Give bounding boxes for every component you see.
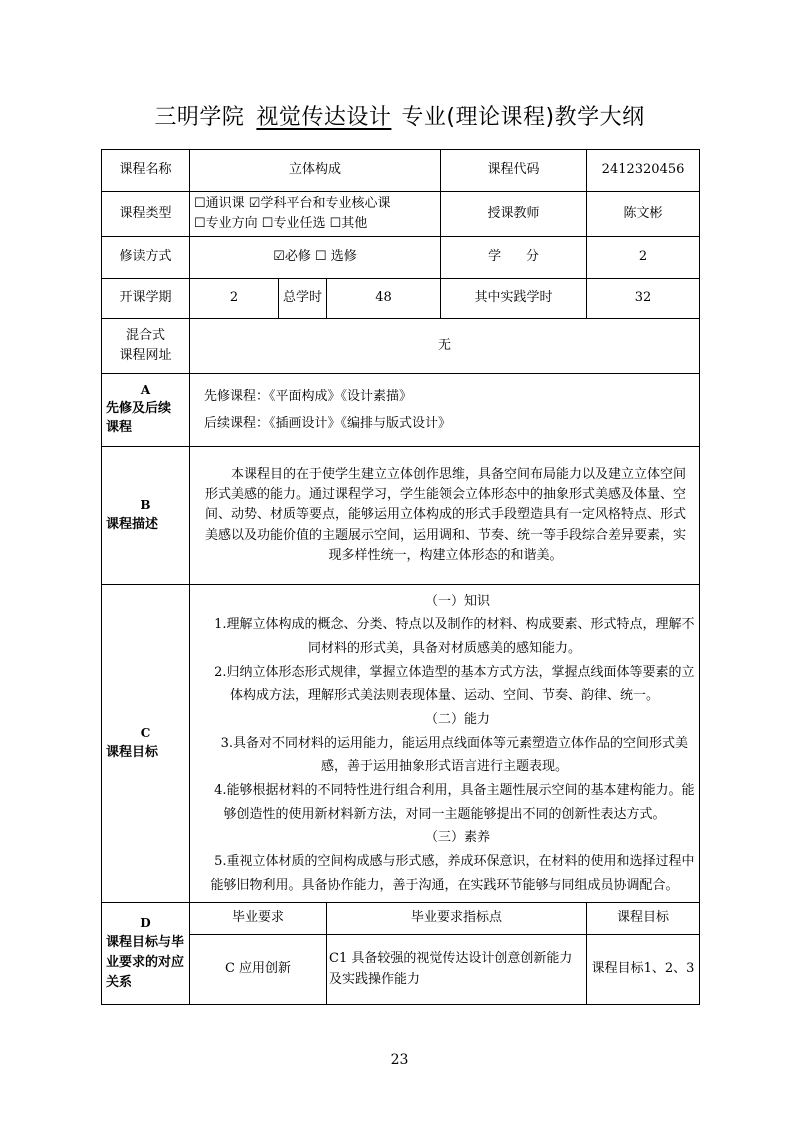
credit-value: 2 — [587, 237, 700, 279]
section-b-label-text: 课程描述 — [106, 516, 159, 532]
requirement-indicator-value: C1 具备较强的视觉传达设计创意创新能力及实践操作能力 — [327, 935, 587, 1005]
course-name-label: 课程名称 — [102, 150, 190, 192]
total-hours-label: 总学时 — [279, 279, 327, 319]
course-type-row — [102, 192, 700, 237]
title-major: 视觉传达设计 — [256, 105, 392, 130]
course-name-value: 立体构成 — [190, 150, 441, 192]
hybrid-label-line-1: 混合式 — [125, 327, 165, 343]
section-a-letter: A — [140, 383, 151, 398]
section-d-letter: D — [140, 915, 151, 930]
document-title — [0, 100, 799, 131]
objective-4: 4.能够根据材料的不同特性进行组合利用，具备主题性展示空间的基本建构能力。能够创造性的使用新材料新方法，对同一主题能够提出不同的创新性表达方式。 — [214, 782, 695, 822]
syllabus-table — [101, 149, 700, 1005]
credit-label: 学 分 — [441, 237, 587, 279]
hybrid-value: 无 — [190, 319, 700, 374]
section-a-label-1: 先修及后续 — [106, 400, 172, 416]
section-a-label — [102, 374, 190, 447]
study-mode-value: ☑必修 ☐ 选修 — [190, 237, 441, 279]
course-objective-value: 课程目标1、2、3 — [587, 935, 700, 1005]
section-b-row — [102, 447, 700, 585]
section-a-content — [190, 374, 700, 447]
teacher-value: 陈文彬 — [587, 192, 700, 237]
course-name-row — [102, 150, 700, 192]
section-d-label-1: 课程目标与毕 — [106, 934, 185, 950]
objective-5: 5.重视立体材质的空间构成感与形式感，养成环保意识，在材料的使用和选择过程中能够旧物利用。具备协作能力，善于沟通，在实践环节能够与同组成员协调配合。 — [210, 853, 695, 893]
section-a-row — [102, 374, 700, 447]
section-b-label — [102, 447, 190, 585]
header-requirement-indicator: 毕业要求指标点 — [327, 903, 587, 935]
page-number: 23 — [390, 1052, 409, 1068]
semester-label: 开课学期 — [102, 279, 190, 319]
course-description — [190, 447, 700, 585]
hybrid-label — [102, 319, 190, 374]
course-type-label: 课程类型 — [102, 192, 190, 237]
semester-value: 2 — [190, 279, 279, 319]
practice-hours-value: 32 — [587, 279, 700, 319]
course-type-options — [190, 192, 441, 237]
objective-heading-knowledge: （一）知识 — [425, 593, 491, 609]
section-a-label-2: 课程 — [106, 419, 133, 435]
practice-hours-label: 其中实践学时 — [441, 279, 587, 319]
header-graduation-requirement: 毕业要求 — [190, 903, 327, 935]
title-suffix: 专业(理论课程)教学大纲 — [401, 105, 645, 130]
total-hours-value: 48 — [327, 279, 441, 319]
objective-3: 3.具备对不同材料的运用能力，能运用点线面体等元素塑造立体作品的空间形式美感，善于运用抽象形式语言进行主题表现。 — [220, 735, 688, 775]
hybrid-label-line-2: 课程网址 — [119, 348, 172, 363]
title-prefix: 三明学院 — [154, 105, 245, 130]
hybrid-row — [102, 319, 700, 374]
semester-row — [102, 279, 700, 319]
course-code-value: 2412320456 — [587, 150, 700, 192]
section-d-label — [102, 903, 190, 1005]
teacher-label: 授课教师 — [441, 192, 587, 237]
header-course-objective: 课程目标 — [587, 903, 700, 935]
objective-heading-ability: （二）能力 — [425, 712, 491, 728]
section-b-letter: B — [140, 497, 151, 512]
graduation-requirement-value: C 应用创新 — [190, 935, 327, 1005]
course-type-line-2: ☐专业方向 ☐专业任选 ☐其他 — [194, 216, 368, 231]
section-c-label — [102, 585, 190, 903]
section-c-label-text: 课程目标 — [106, 744, 159, 760]
section-d-label-2: 业要求的对应 — [106, 954, 185, 970]
section-d-data-row — [102, 935, 700, 1005]
objective-heading-quality: （三）素养 — [425, 830, 491, 846]
objective-1: 1.理解立体构成的概念、分类、特点以及制作的材料、构成要素、形式特点，理解不同材料的形式美，具备对材质感美的感知能力。 — [214, 617, 695, 657]
section-c-row — [102, 585, 700, 903]
objective-2: 2.归纳立体形态形式规律，掌握立体造型的基本方式方法，掌握点线面体等要素的立体构成方法，理解形式美法则表现体量、运动、空间、节奏、韵律、统一。 — [214, 664, 695, 704]
prerequisite-courses: 先修课程：《平面构成》《设计素描》 — [204, 388, 413, 404]
course-objectives — [190, 585, 700, 903]
study-mode-label: 修读方式 — [102, 237, 190, 279]
followup-courses: 后续课程：《插画设计》《编排与版式设计》 — [204, 416, 452, 431]
course-type-line-1: ☐通识课 ☑学科平台和专业核心课 — [194, 195, 391, 211]
course-description-text: 本课程目的在于使学生建立立体创作思维，具备空间布局能力以及建立立体空间形式美感的能力。通过课程学习，学生能领会立体形态中的抽象形式美感及体量、空间、动势、材质等要点，能够运用立体构成的形式手段塑造具有一定风格特点、形式美感以及功能价值的主题展示空间，运用调和、节奏、统一等手段综合差异要素，实现多样性统一，构建立体形态的和谐美。 — [205, 467, 687, 563]
section-d-header-row — [102, 903, 700, 935]
course-code-label: 课程代码 — [441, 150, 587, 192]
section-d-label-3: 关系 — [106, 974, 133, 990]
study-mode-row — [102, 237, 700, 279]
section-c-letter: C — [140, 725, 151, 740]
